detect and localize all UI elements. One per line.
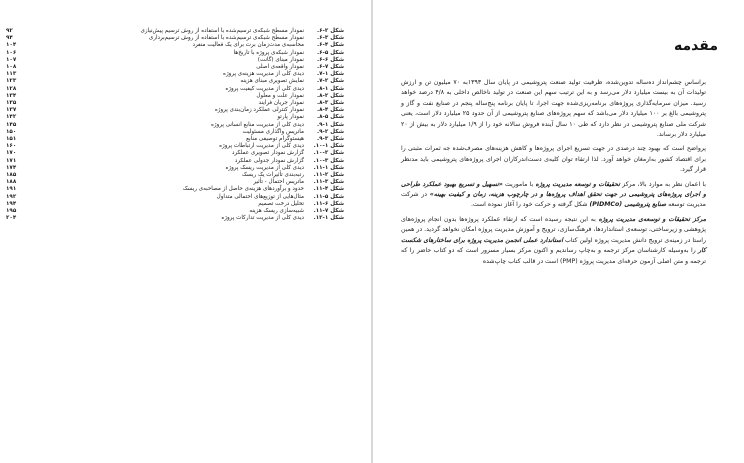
figure-page-number: ۱۹۲	[6, 193, 17, 200]
text-run: به این نتیجه رسیده است که ارتقاء عملکرد پروژه‌ها بدون انجام پروژه‌های پژوهشی و زیرساختی، توسعه‌ی استانداردها، فرهنگ‌سازی، ترویج و آموزش مدیریت پروژه امکان نخواهد گردید. در همین راستا در زمینه‌ی ترویج دانش مدیریت پروژه اولین کتاب	[401, 215, 706, 244]
figure-label: شکل ۲-۹.	[317, 128, 344, 135]
figure-label: شکل ۱-۸.	[317, 85, 344, 92]
figure-label: شکل ۵-۶.	[317, 49, 344, 56]
figure-row	[6, 78, 344, 85]
figure-row	[6, 50, 344, 57]
figure-page-number: ۱۲۳	[6, 78, 17, 85]
figure-title: گزارش نمودار تصویری عملکرد	[231, 150, 304, 157]
figure-page-number: ۱۷۴	[6, 164, 17, 171]
text-run: پرواضح است که بهبود چند درصدی در جهت تسریع اجرای پروژه‌ها و کاهش هزینه‌های مصرف‌شده جه ثمرات مثبتی را برای اقتصاد کشور به‌ارمغان خواهد آورد. لذا ارتقاء توان کلیه‌ی دست‌اندرکاران اجرای پروژه‌های پتروشیمی باید مدنظر قرار گیرد.	[401, 145, 706, 174]
figure-page-number: ۱۲۸	[6, 85, 17, 92]
figure-page-number: ۱۳۵	[6, 100, 17, 107]
figure-label: شکل ۱-۱۰.	[313, 143, 344, 150]
figure-label: شکل ۱-۷.	[317, 71, 344, 78]
figure-page-number: ۱۴۲	[6, 114, 17, 121]
figure-title: نمایش تصویری مبنای هزینه	[240, 78, 304, 85]
body-text	[401, 78, 706, 271]
figure-label: شکل ۳-۹.	[317, 136, 344, 143]
figure-page-number: ۲۰۴	[6, 215, 17, 222]
figure-label: شکل ۲-۱۰.	[313, 150, 344, 157]
figure-page-number: ۱۷۰	[6, 150, 17, 157]
figure-title: نمودار شبکه‌ی پروژه با تاریخ‌ها	[233, 49, 304, 56]
figure-page-number: ۱۵۰	[6, 128, 17, 135]
figure-page-number: ۱۰۸	[6, 64, 17, 71]
figure-label: شکل ۵-۸.	[317, 114, 344, 121]
figure-title: حدود و برآوردهای هزینه‌ی حاصل از مصاحبه‌ی ریسک	[182, 186, 304, 193]
figure-title: نمودار واقعه‌ی اصلی	[256, 64, 304, 71]
figure-title: گزارش نمودار جدولی عملکرد	[234, 157, 304, 164]
figure-title: دیدی کلی از مدیریت ریسک پروژه	[225, 164, 304, 171]
figure-row	[6, 165, 344, 172]
figure-title: نمودار کنترلی عملکرد زمان‌بندی پروژه	[214, 107, 304, 114]
text-run: براساس چشم‌انداز ده‌ساله تدوین‌شده، ظرفیت تولید صنعت پتروشیمی در پایان سال ۱۳۹۳به ۷۰ میلیون تن و ارزش تولیدات آن به بیست میلیارد دلار می‌رسد و به این ترتیب سهم این صنعت در تولید ناخالص داخلی به ۴/۸ درصد خواهد رسید. میزان سرمایه‌گذاری پروژه‌های برنامه‌ریزی‌شده جهت اجرا، تا پایان برنامه پنج‌ساله پنجم در صنایع نفت و گاز و پتروشیمی بالغ بر ۱۰۰ میلیارد دلار می‌باشد که سهم پروژه‌های صنایع پتروشیمی از آن حدود ۲۵ میلیارد دلار است، یعنی شرکت ملی صنایع پتروشیمی در نظر دارد که طی ۱۰ سال آینده فروش سالانه خود را از ۱/۹ میلیارد دلار به بیش از ۲۰ میلیارد دلار برساند.	[401, 79, 707, 139]
emphasized-text: مرکز تحقیقات و توسعه‌ی مدیریت پروژه	[598, 215, 707, 223]
figure-label: شکل ۷-۶.	[317, 64, 344, 71]
figure-label: شکل ۲-۶.	[317, 28, 344, 34]
figure-row	[6, 201, 344, 208]
figure-page-number: ۱۰۷	[6, 56, 17, 63]
text-run: با اعمان نظر به موارد بالا، مرکز	[619, 180, 706, 188]
figure-page-number: ۱۰۴	[6, 42, 17, 49]
chapter-heading: مقدمه	[674, 38, 718, 54]
figure-label: شکل ۶-۶.	[317, 56, 344, 63]
figure-title: مثال‌هایی از توزیع‌های احتمالی متداول	[216, 193, 304, 200]
figure-title: هیستوگرام توصیفی منابع	[246, 136, 304, 143]
paragraph	[401, 180, 706, 211]
figure-label: شکل ۱-۱۲.	[313, 215, 344, 222]
figure-title: رتبه‌بندی تأثیرات یک ریسک	[241, 172, 304, 179]
figure-row	[6, 186, 344, 193]
figure-row	[6, 215, 344, 222]
figure-label: شکل ۴-۱۱.	[313, 186, 344, 193]
figure-title: نمودار مبنای (گانت)	[257, 56, 304, 63]
figure-row	[6, 129, 344, 136]
figure-page-number: ۱۹۴	[6, 200, 17, 207]
figure-title: دیدی کلی از مدیریت تدارکات پروژه	[221, 215, 304, 222]
figure-page-number: ۱۶۰	[6, 143, 17, 150]
emphasized-text: صنایع پتروشیمی (PIDMCo)	[589, 201, 667, 209]
figure-title: نمودار مسطح شبکه‌ی ترسیم‌شده با استفاده از روش ترسیم پیش‌نیازی	[140, 28, 304, 34]
figure-title: دیدی کلی از مدیریت ارتباطات پروژه	[219, 143, 304, 150]
figure-label: شکل ۶-۱۱.	[313, 200, 344, 207]
figure-label: شکل ۱-۹.	[317, 121, 344, 128]
figure-label: شکل ۳-۸.	[317, 100, 344, 107]
figure-page-number: ۹۲	[6, 28, 13, 34]
figure-page-number: ۱۳۷	[6, 107, 17, 114]
figure-row	[6, 42, 344, 49]
text-run: با ماموریت	[502, 180, 536, 188]
figure-row	[6, 57, 344, 64]
figure-page-number: ۱۴۵	[6, 121, 17, 128]
figure-label: شکل ۳-۶.	[317, 35, 344, 42]
figure-title: نمودار علت و معلول	[256, 92, 304, 99]
figure-title: دیدی کلی از مدیریت کیفیت پروژه	[225, 85, 304, 92]
figure-row	[6, 194, 344, 201]
figure-label: شکل ۴-۶.	[317, 42, 344, 49]
text-run: شکل گرفته و حرکت خود را آغاز نموده است.	[470, 201, 590, 209]
figure-page-number: ۱۸۵	[6, 172, 17, 179]
emphasized-text: استاندارد عملی انجمن مدیریت پروژه برای ساختارهای شکست کار	[401, 236, 706, 255]
figure-label: شکل ۳-۱۱.	[313, 179, 344, 186]
figure-label: شکل ۱-۱۱.	[313, 164, 344, 171]
figure-title: نمودار پارتو	[277, 114, 304, 121]
paragraph	[401, 144, 706, 175]
figure-page-number: ۱۸۸	[6, 179, 17, 186]
figure-label: شکل ۲-۷.	[317, 78, 344, 85]
figure-title: دیدی کلی از مدیریت منابع انسانی پروژه	[210, 121, 304, 128]
left-page	[0, 0, 371, 463]
list-of-figures	[6, 28, 344, 222]
figure-row	[6, 107, 344, 114]
figure-title: نمودار مسطح شبکه‌ی ترسیم‌شده با استفاده از روش ترسیم‌برداری	[148, 35, 304, 42]
figure-label: شکل ۵-۱۱.	[313, 193, 344, 200]
figure-row	[6, 86, 344, 93]
right-page	[373, 0, 744, 463]
figure-title: نمودار جریان فرایند	[258, 100, 304, 107]
figure-row	[6, 93, 344, 100]
figure-page-number: ۱۵۱	[6, 136, 17, 143]
text-run: در شرکت مدیریت توسعه	[401, 191, 706, 209]
text-run: را به‌وسیله کارشناسان مرکز ترجمه و به‌چاپ رساندیم و اکنون مرکز بسیار مسرور است که دو کتاب حاضر را که ترجمه و متن اصلی آزمون حرفه‌ای مدیریت پروژه (PMP) است در قالب کتاب چاپ‌شده	[401, 247, 706, 265]
figure-label: شکل ۲-۸.	[317, 92, 344, 99]
figure-title: شبیه‌سازی ریسک هزینه	[249, 208, 304, 215]
figure-row	[6, 158, 344, 165]
figure-page-number: ۱۷۱	[6, 157, 17, 164]
figure-label: شکل ۳-۱۰.	[313, 157, 344, 164]
figure-title: ماتریس احتمال - تأثیر	[253, 179, 304, 186]
figure-page-number: ۱۳۴	[6, 92, 17, 99]
figure-label: شکل ۷-۱۱.	[313, 208, 344, 215]
figure-page-number: ۱۱۳	[6, 71, 17, 78]
figure-row	[6, 122, 344, 129]
figure-page-number: ۱۹۱	[6, 186, 17, 193]
figure-label: شکل ۲-۱۱.	[313, 172, 344, 179]
figure-row	[6, 114, 344, 121]
figure-title: محاسبه‌ی مدت‌زمان برت برای یک فعالیت منفرد	[192, 42, 304, 49]
paragraph	[401, 78, 706, 140]
figure-title: دیدی کلی از مدیریت هزینه‌ی پروژه	[223, 71, 304, 78]
paragraph	[401, 215, 706, 267]
figure-row	[6, 71, 344, 78]
figure-page-number: ۱۰۶	[6, 49, 17, 56]
figure-row	[6, 150, 344, 157]
emphasized-text: «تسهیل و تسریع بهبود عملکرد طراحی و اجرای پروژه‌های پتروشیمی در جهت تحقق اهداف پروژه‌ها و در چارچوب هزینه، زمان و کیفیت بهینه»	[401, 180, 706, 199]
figure-title: تحلیل درخت تصمیم	[258, 200, 304, 207]
figure-page-number: ۹۴	[6, 35, 13, 42]
figure-title: ماتریس واگذاری مسئولیت	[242, 128, 304, 135]
figure-page-number: ۱۹۵	[6, 208, 17, 215]
emphasized-text: تحقیقات و توسعه مدیریت پروژه	[535, 180, 620, 188]
figure-label: شکل ۴-۸.	[317, 107, 344, 114]
